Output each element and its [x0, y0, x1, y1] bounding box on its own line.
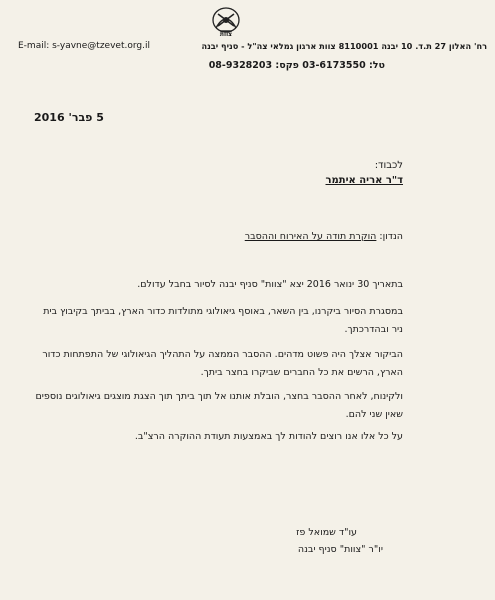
- letterhead-address-row: [8, 41, 487, 55]
- letterhead-phone: טל: 03-6173550 פקס: 08-9328203: [208, 60, 385, 71]
- letterhead-email: E-mail: s-yavne@tzevet.org.il: [18, 41, 150, 51]
- logo-caption: צוות: [219, 31, 233, 38]
- recipient-name: ד"ר אריה איתמר: [325, 175, 403, 186]
- recipient-label: לכבוד:: [374, 160, 403, 171]
- letter-date: 5 פבר' 2016: [34, 111, 104, 124]
- subject-label: הנדון:: [379, 231, 403, 242]
- body-paragraph: בתאריך 30 ינואר 2016 יצא "צוות" סניף יבנה לסיור בחבל עדולם.: [137, 279, 403, 290]
- body-paragraph: במסגרת הסיור ביקרנו, בין השאר, באוסף גיאולוגי מתולדות כדור הארץ, בביתך בקיבוץ בית ניר ובהדרכתך.: [43, 306, 403, 335]
- body-paragraph: ולקינוח, לאחר ההסבר בחצר, הובלת אותנו אל תוך ביתך תוך הצגת מוצגים גיאולוגים נוספים שאין שני להם.: [35, 391, 403, 420]
- body-paragraph: על כל אלו אנו רוצים להודות לך באמצעות תעודת ההוקרה הרצ"ב.: [134, 431, 403, 442]
- signature-name: עו"ד שמואל פז: [296, 527, 357, 538]
- subject-text: הוקרת תודה על האירוח וההסבר: [244, 231, 377, 242]
- subject-line: [245, 231, 403, 242]
- signature-title: יו"ר "צוות" סניף יבנה: [297, 544, 383, 555]
- letterhead-address: רח' האלון 27 ת.ד. 10 יבנה 8110001 צוות ארגון גמלאי צה"ל - סניף יבנה: [201, 41, 487, 51]
- body-paragraph: הביקור אצלך היה פשוט מדהים. ההסבר הממצה על התהליך הגיאולוגי של התפתחות כדור הארץ, הרשים את כל החברים שביקרו בחצר ביתך.: [42, 349, 403, 378]
